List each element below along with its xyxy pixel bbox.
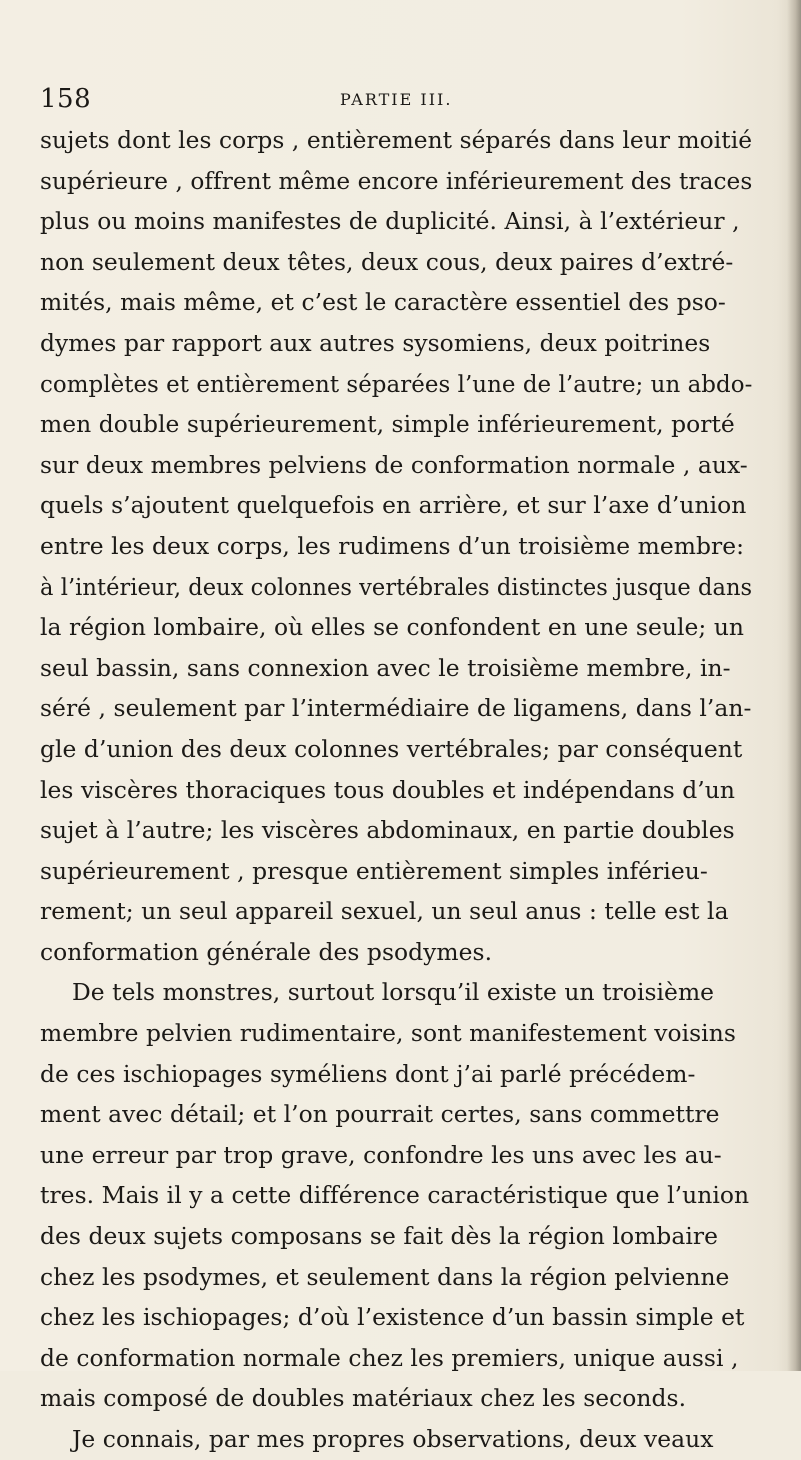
- text-line: quels s’ajoutent quelquefois en arrière, et sur l’axe d’union: [40, 491, 747, 520]
- text-line: complètes et entièrement séparées l’une de l’autre; un abdo-: [40, 369, 753, 398]
- text-line: dymes par rapport aux autres sysomiens, deux poitrines: [40, 328, 711, 357]
- paragraph-start-line: Je connais, par mes propres observations, deux veaux: [72, 1425, 714, 1453]
- text-line: chez les ischiopages; d’où l’existence d’un bassin simple et: [40, 1303, 745, 1332]
- text-line: séré , seulement par l’intermédiaire de ligamens, dans l’an-: [40, 694, 752, 723]
- paragraph-start-line: De tels monstres, surtout lorsqu’il existe un troisième: [72, 978, 715, 1007]
- text-line: à l’intérieur, deux colonnes vertébrales distinctes jusque dans: [40, 572, 753, 601]
- text-line: des deux sujets composans se fait dès la région lombaire: [40, 1222, 718, 1251]
- text-line: de conformation normale chez les premiers, unique aussi ,: [40, 1343, 739, 1372]
- text-line: la région lombaire, où elles se confondent en une seule; un: [40, 613, 745, 642]
- text-line: sujets dont les corps , entièrement séparés dans leur moitié: [40, 126, 753, 154]
- text-line: non seulement deux têtes, deux cous, deux paires d’extré-: [40, 247, 734, 276]
- text-line: plus ou moins manifestes de duplicité. Ainsi, à l’extérieur ,: [40, 207, 740, 236]
- running-head: PARTIE III.: [340, 90, 453, 109]
- body-text: [40, 120, 760, 1460]
- text-line: sur deux membres pelviens de conformation normale , aux-: [40, 450, 748, 479]
- text-line: tres. Mais il y a cette différence caractéristique que l’union: [40, 1181, 750, 1210]
- text-line: de ces ischiopages syméliens dont j’ai parlé précédem-: [40, 1059, 696, 1088]
- text-line: seul bassin, sans connexion avec le troisième membre, in-: [40, 653, 731, 682]
- text-line: conformation générale des psodymes.: [40, 937, 493, 966]
- text-line: entre les deux corps, les rudimens d’un troisième membre:: [40, 531, 745, 560]
- text-line: gle d’union des deux colonnes vertébrales; par conséquent: [40, 734, 743, 763]
- text-line: ment avec détail; et l’on pourrait certes, sans commettre: [40, 1100, 720, 1129]
- text-line: membre pelvien rudimentaire, sont manifestement voisins: [40, 1019, 736, 1048]
- page-edge-shadow: [787, 0, 801, 1371]
- text-line: une erreur par trop grave, confondre les uns avec les au-: [40, 1140, 722, 1169]
- text-line: rement; un seul appareil sexuel, un seul anus : telle est la: [40, 897, 729, 926]
- text-line: sujet à l’autre; les viscères abdominaux, en partie doubles: [40, 816, 735, 845]
- text-line: supérieurement , presque entièrement simples inférieu-: [40, 856, 708, 885]
- text-line: mités, mais même, et c’est le caractère essentiel des pso-: [40, 288, 726, 317]
- text-line: les viscères thoraciques tous doubles et indépendans d’un: [40, 775, 736, 804]
- text-line: mais composé de doubles matériaux chez les seconds.: [40, 1384, 687, 1413]
- page-number: 158: [40, 84, 92, 114]
- text-line: chez les psodymes, et seulement dans la région pelvienne: [40, 1262, 730, 1291]
- text-line: men double supérieurement, simple inférieurement, porté: [40, 410, 735, 439]
- text-line: supérieure , offrent même encore inférieurement des traces: [40, 166, 753, 195]
- page-header: [40, 84, 750, 116]
